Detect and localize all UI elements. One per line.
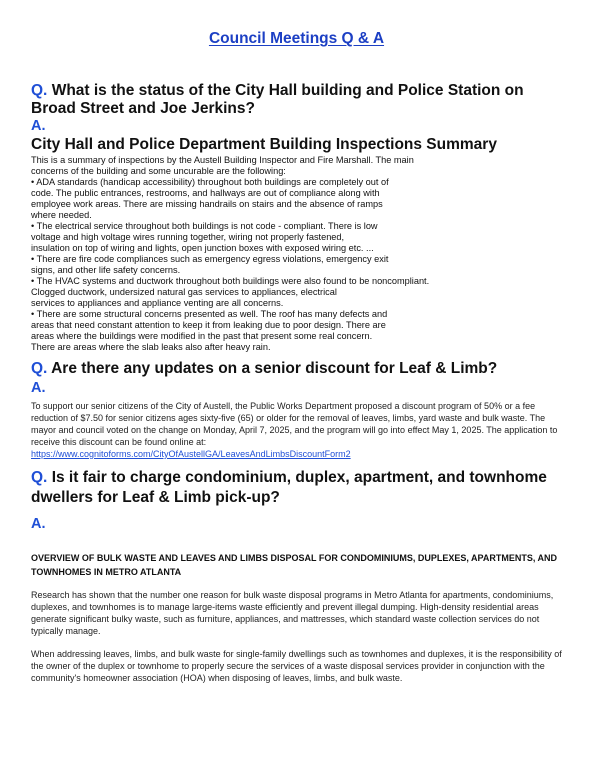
inspection-summary-heading: City Hall and Police Department Building Inspections Summary	[31, 136, 497, 153]
summary-line: voltage and high voltage wires running together, wiring not properly fastened,	[31, 232, 345, 242]
summary-line: insulation on top of wiring and lights, open junction boxes with exposed wiring etc. ...	[31, 243, 374, 253]
summary-line: employee work areas. There are missing handrails on stairs and the absence of ramps	[31, 199, 383, 209]
summary-line: • ADA standards (handicap accessibility) throughout both buildings are completely out of	[31, 177, 389, 187]
summary-line: • The electrical service throughout both buildings is not code - compliant. There is low	[31, 221, 378, 231]
bulk-waste-overview-heading: OVERVIEW OF BULK WASTE AND LEAVES AND LIMBS DISPOSAL FOR CONDOMINIUMS, DUPLEXES, APARTMENTS, AND TOWNHOMES IN METRO ATLANTA	[31, 553, 558, 577]
question-1	[31, 82, 562, 118]
summary-line: areas where the buildings were modified in the past that present some real concern.	[31, 331, 373, 341]
summary-line: concerns of the building and some uncurable are the following:	[31, 166, 286, 176]
discount-form-link[interactable]: https://www.cognitoforms.com/CityOfAustellGA/LeavesAndLimbsDiscountForm2	[31, 449, 351, 459]
answer-marker: A.	[31, 516, 46, 532]
summary-line: code. The public entrances, restrooms, and hallways are out of compliance along with	[31, 188, 380, 198]
summary-line: signs, and other life safety concerns.	[31, 265, 181, 275]
summary-line: • The HVAC systems and ductwork throughout both buildings were also found to be noncompliant.	[31, 276, 430, 286]
question-3-text: Is it fair to charge condominium, duplex, apartment, and townhome dwellers for Leaf & Limb pick-up?	[31, 469, 547, 506]
question-3	[31, 468, 562, 508]
summary-line: areas that need constant attention to keep it from leaking due to poor design. There are	[31, 320, 386, 330]
summary-line: There are areas where the slab leaks also after heavy rain.	[31, 342, 271, 352]
senior-discount-answer	[31, 400, 562, 460]
question-marker: Q.	[31, 360, 48, 377]
summary-line: services to appliances and appliance venting are all concerns.	[31, 298, 284, 308]
senior-discount-text: To support our senior citizens of the City of Austell, the Public Works Department proposed a discount program of 50% or a fee reduction of $7.50 for senior citizens ages sixty-five (65) or older for the removal of leaves, limbs, yard waste and bulk waste. The mayor and council voted on the change on Monday, April 7, 2025, and the program will go into effect May 1, 2025. The application to receive this discount can be found online at:	[31, 401, 558, 447]
page-title: Council Meetings Q & A	[208, 30, 385, 47]
question-2	[31, 360, 562, 378]
summary-line: • There are fire code compliances such as emergency egress violations, emergency exit	[31, 254, 389, 264]
question-marker: Q.	[31, 469, 48, 486]
bulk-waste-paragraph-1: Research has shown that the number one reason for bulk waste disposal programs in Metro Atlanta for apartments, condominiums, duplexes, and townhomes is to manage large-items waste efficiently and prevent illegal dumping. High-density residential areas generate significant bulky waste, such as furniture, appliances, and mattresses, which standard waste collection services do not typically manage.	[31, 590, 554, 636]
question-1-text: What is the status of the City Hall building and Police Station on Broad Street and Joe Jerkins?	[31, 82, 524, 117]
question-marker: Q.	[31, 82, 48, 99]
answer-marker: A.	[31, 380, 46, 396]
inspection-summary	[31, 155, 562, 353]
summary-line: • There are some structural concerns presented as well. The roof has many defects and	[31, 309, 388, 319]
bulk-waste-paragraph-2: When addressing leaves, limbs, and bulk waste for single-family dwellings such as townhomes and duplexes, it is the responsibility of the owner of the duplex or townhome to properly secure the services of a waste disposal services provider in conjunction with the community's homeowner association (HOA) when disposing of leaves, limbs, and bulk waste.	[31, 649, 562, 683]
answer-marker: A.	[31, 118, 46, 134]
summary-line: where needed.	[31, 210, 92, 220]
summary-line: This is a summary of inspections by the Austell Building Inspector and Fire Marshall. The main	[31, 155, 414, 165]
summary-line: Clogged ductwork, undersized natural gas services to appliances, electrical	[31, 287, 337, 297]
question-2-text: Are there any updates on a senior discount for Leaf & Limb?	[51, 360, 498, 377]
